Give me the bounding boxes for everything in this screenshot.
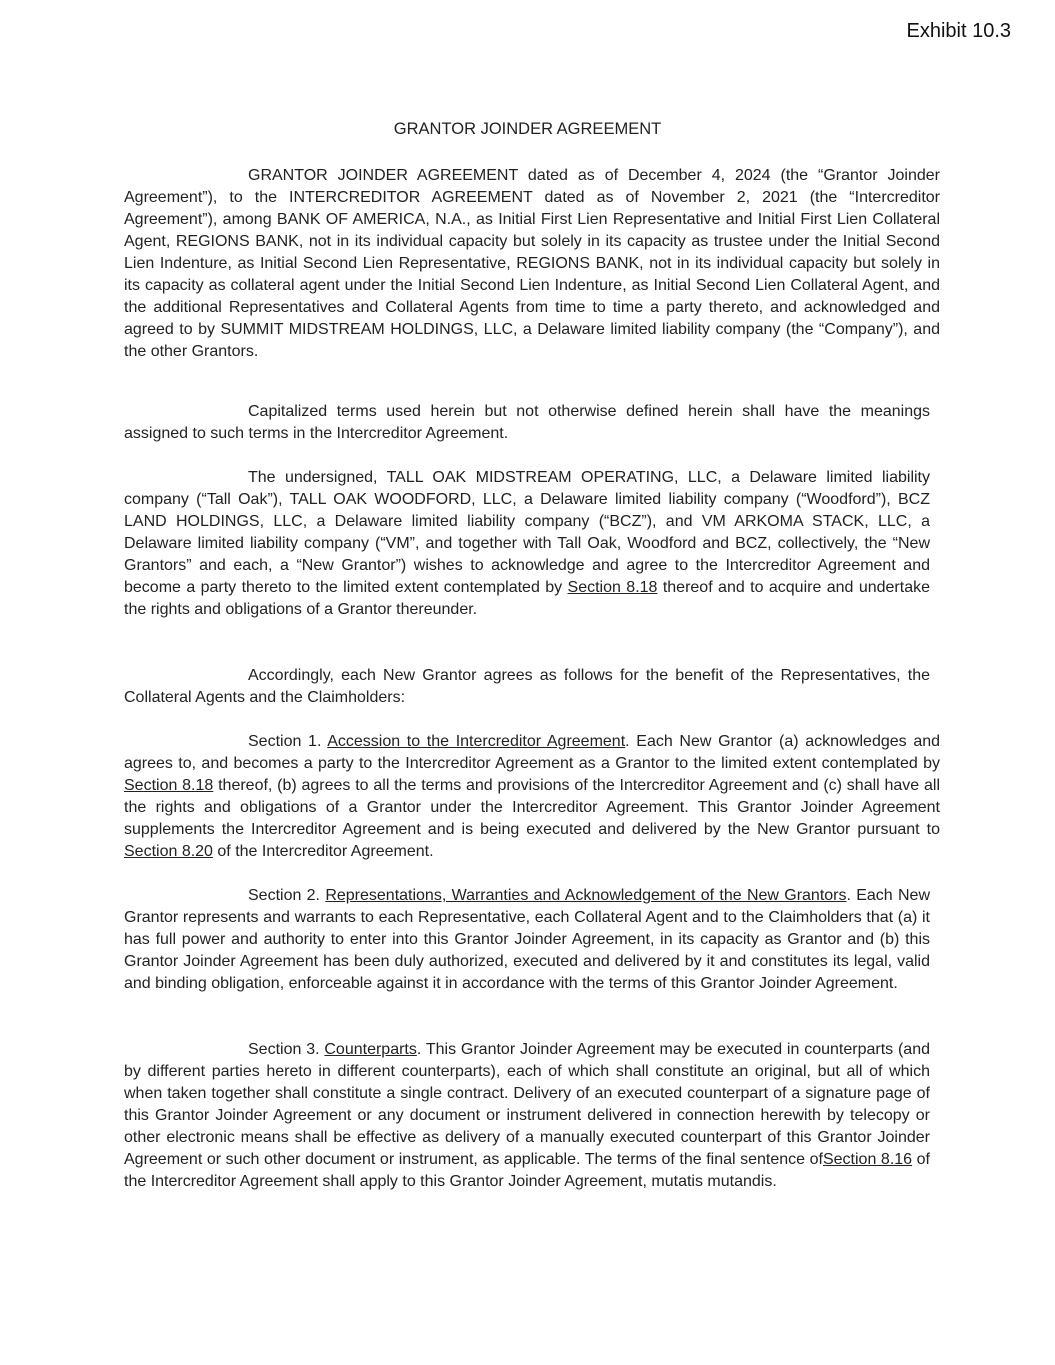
section-3 bbox=[124, 1039, 930, 1193]
definitions-paragraph: Capitalized terms used herein but not otherwise defined herein shall have the meanings assigned to such terms in the Intercreditor Agreement. bbox=[124, 403, 930, 442]
section-3-label: Section 3. bbox=[248, 1041, 325, 1058]
section-2-label: Section 2. bbox=[248, 887, 326, 904]
new-grantors-text-end: thereof and to acquire and undertake the rights and obligations of a Grantor thereunder. bbox=[124, 579, 930, 618]
section-8-18-reference: Section 8.18 bbox=[567, 579, 658, 596]
accordingly-paragraph: Accordingly, each New Grantor agrees as follows for the benefit of the Representatives, the Collateral Agents and the Claimholders: bbox=[124, 667, 930, 706]
exhibit-label: Exhibit 10.3 bbox=[906, 20, 1011, 42]
page-title: GRANTOR JOINDER AGREEMENT bbox=[393, 120, 662, 138]
section-8-18-reference: Section 8.18 bbox=[124, 777, 214, 794]
opening-paragraph: GRANTOR JOINDER AGREEMENT dated as of December 4, 2024 (the “Grantor Joinder Agreement”), to the INTERCREDITOR AGREEMENT dated as of November 2, 2021 (the “Intercreditor Agreement”), among BANK OF AMERICA, N.A., as Initial First Lien Representative and Initial First Lien Collateral Agent, REGIONS BANK, not in its individual capacity but solely in its capacity as trustee under the Initial Second Lien Indenture, as Initial Second Lien Representative, REGIONS BANK, not in its individual capacity but solely in its capacity as collateral agent under the Initial Second Lien Indenture, as Initial Second Lien Collateral Agent, and the additional Representatives and Collateral Agents from time to time a party thereto, and acknowledged and agreed to by SUMMIT MIDSTREAM HOLDINGS, LLC, a Delaware limited liability company (the “Company”), and the other Grantors. bbox=[124, 167, 940, 360]
section-1-label: Section 1. bbox=[248, 733, 328, 750]
section-2-heading: Representations, Warranties and Acknowledgement of the New Grantors bbox=[325, 887, 847, 904]
section-2-text: . Each New Grantor represents and warrants to each Representative, each Collateral Agent and to the Claimholders that (a) it has full power and authority to enter into this Grantor Joinder Agreement, in its capacity as Grantor and (b) this Grantor Joinder Agreement has been duly authorized, executed and delivered by it and constitutes its legal, valid and binding obligation, enforceable against it in accordance with the terms of this Grantor Joinder Agreement. bbox=[124, 887, 931, 992]
section-1-text-2: thereof, (b) agrees to all the terms and provisions of the Intercreditor Agreement and (c) shall have all the rights and obligations of a Grantor under the Intercreditor Agreement. This Grantor Joinder Agreement supplements the Intercreditor Agreement and is being executed and delivered by the New Grantor pursuant to bbox=[124, 777, 941, 838]
section-3-heading: Counterparts bbox=[324, 1041, 417, 1058]
section-1-heading: Accession to the Intercreditor Agreement bbox=[327, 733, 626, 750]
section-8-20-reference: Section 8.20 bbox=[124, 843, 213, 860]
new-grantors-paragraph bbox=[124, 467, 930, 621]
section-8-16-reference: Section 8.16 bbox=[822, 1151, 913, 1168]
section-1-text-3: of the Intercreditor Agreement. bbox=[212, 843, 434, 860]
new-grantors-text: The undersigned, TALL OAK MIDSTREAM OPERATING, LLC, a Delaware limited liability company (“Tall Oak”), TALL OAK WOODFORD, LLC, a Delaware limited liability company (“Woodford”), BCZ LAND HOLDINGS, LLC, a Delaware limited liability company (“BCZ”), and VM ARKOMA STACK, LLC, a Delaware limited liability company (“VM”, and together with Tall Oak, Woodford and BCZ, collectively, the “New Grantors” and each, a “New Grantor”) wishes to acknowledge and agree to the Intercreditor Agreement and become a party thereto to the limited extent contemplated by bbox=[124, 469, 930, 596]
section-2 bbox=[124, 885, 930, 995]
section-1 bbox=[124, 731, 940, 863]
section-3-text-2: of the Intercreditor Agreement shall apply to this Grantor Joinder Agreement, mutatis mutandis. bbox=[124, 1151, 931, 1190]
section-1-text: . Each New Grantor (a) acknowledges and agrees to, and becomes a party to the Intercreditor Agreement as a Grantor to the limited extent contemplated by bbox=[124, 733, 941, 772]
section-3-text: . This Grantor Joinder Agreement may be executed in counterparts (and by different parties hereto in different counterparts), each of which shall constitute an original, but all of which when taken together shall constitute a single contract. Delivery of an executed counterpart of a signature page of this Grantor Joinder Agreement or any document or instrument delivered in connection herewith by telecopy or other electronic means shall be effective as delivery of a manually executed counterpart of this Grantor Joinder Agreement or such other document or instrument, as applicable. The terms of the final sentence of bbox=[124, 1041, 931, 1168]
